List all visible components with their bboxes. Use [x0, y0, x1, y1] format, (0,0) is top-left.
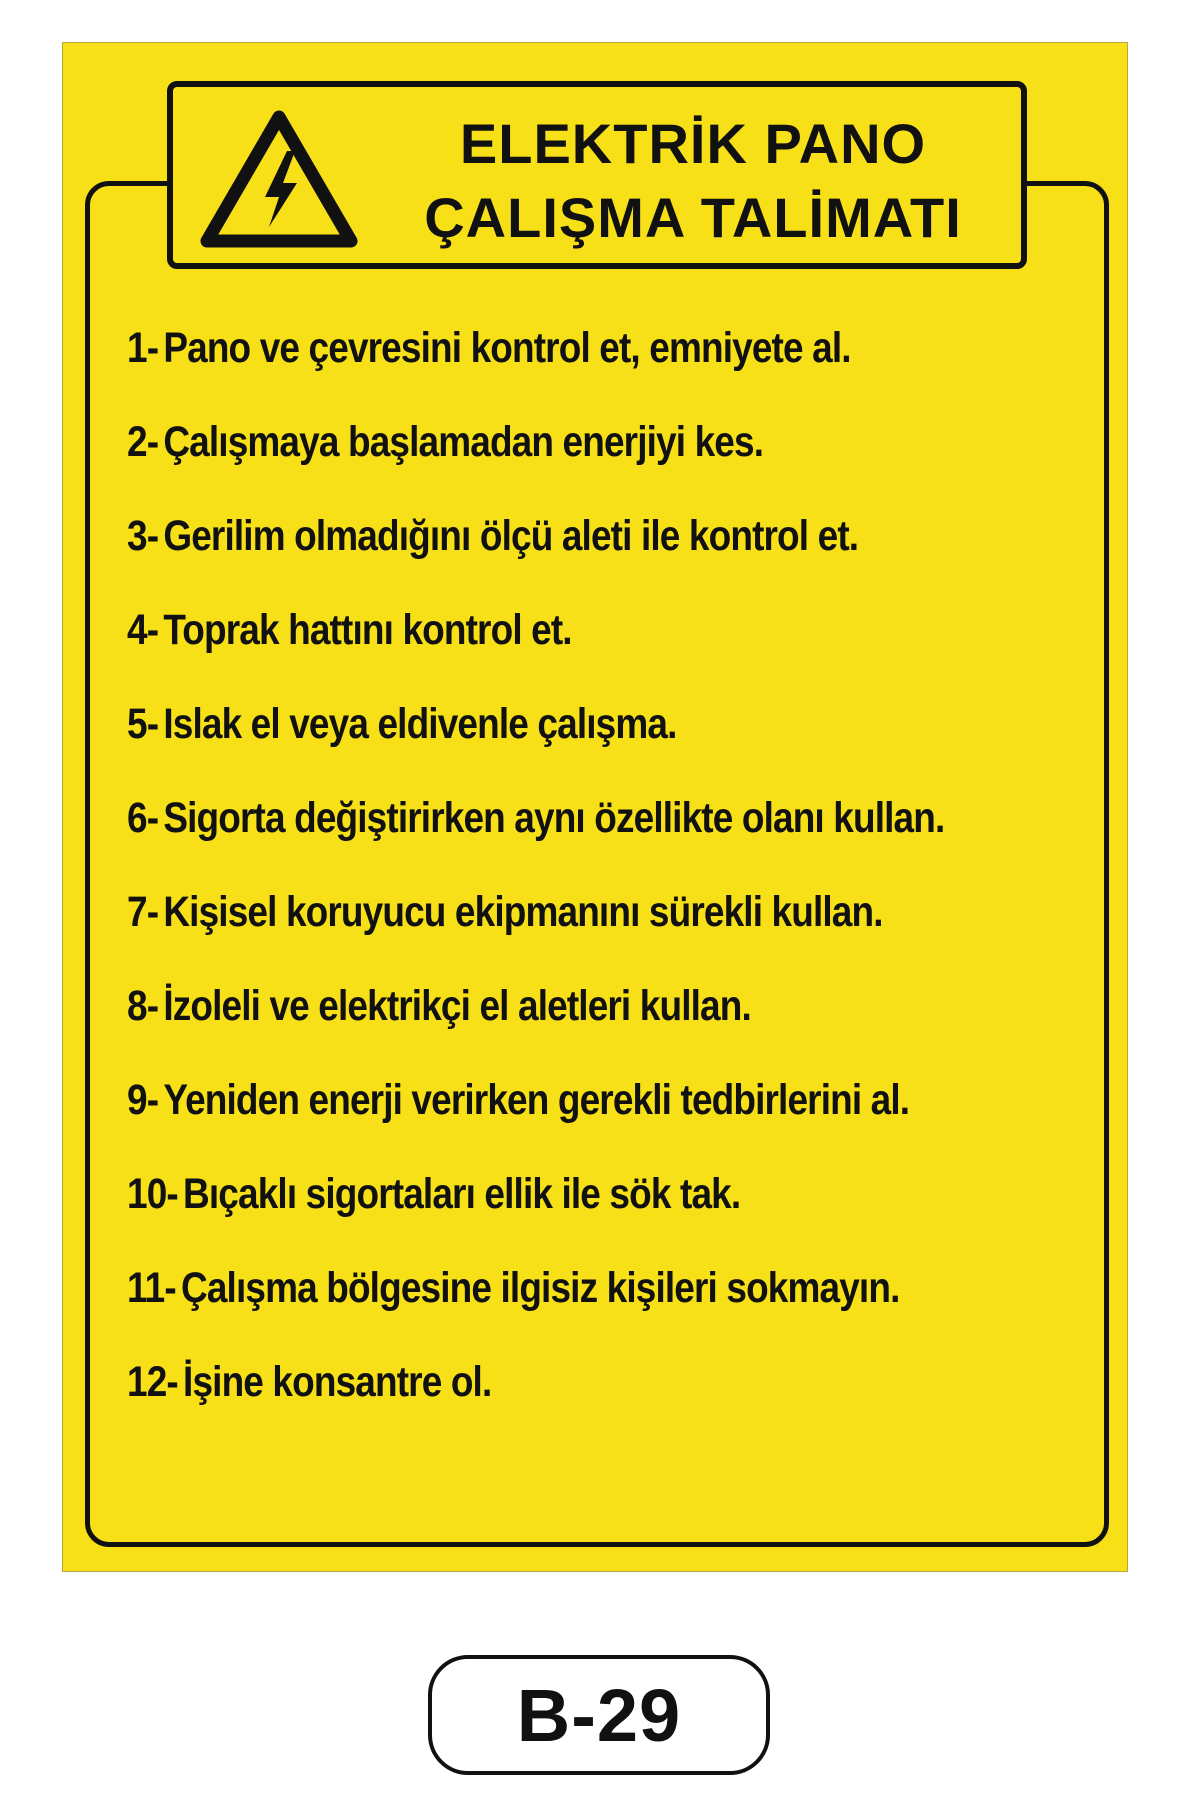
item-number: 7- — [127, 888, 159, 936]
item-number: 3- — [127, 512, 159, 560]
warning-sign — [62, 42, 1128, 1572]
item-text: Kişisel koruyucu ekipmanını sürekli kullan. — [163, 888, 883, 936]
item-number: 2- — [127, 418, 159, 466]
item-number: 10- — [127, 1170, 178, 1218]
list-item — [127, 1147, 1107, 1241]
sign-title — [373, 107, 1013, 255]
list-item — [127, 959, 1107, 1053]
item-number: 1- — [127, 324, 159, 372]
item-text: Yeniden enerji verirken gerekli tedbirlerini al. — [163, 1076, 910, 1124]
item-text: Gerilim olmadığını ölçü aleti ile kontrol et. — [163, 512, 859, 560]
item-number: 9- — [127, 1076, 159, 1124]
instruction-list — [127, 301, 1097, 1429]
item-number: 12- — [127, 1358, 178, 1406]
list-item — [127, 1241, 1107, 1335]
item-text: Islak el veya eldivenle çalışma. — [163, 700, 677, 748]
list-item — [127, 301, 1107, 395]
item-number: 11- — [127, 1264, 176, 1312]
item-text: Bıçaklı sigortaları ellik ile sök tak. — [183, 1170, 741, 1218]
list-item — [127, 677, 1107, 771]
item-text: Çalışma bölgesine ilgisiz kişileri sokmayın. — [180, 1264, 900, 1312]
item-text: İşine konsantre ol. — [183, 1358, 492, 1406]
sign-header — [167, 81, 1027, 269]
item-text: Toprak hattını kontrol et. — [163, 606, 572, 654]
title-line-1: ELEKTRİK PANO — [459, 112, 927, 175]
list-item — [127, 865, 1107, 959]
item-text: İzoleli ve elektrikçi el aletleri kullan. — [163, 982, 751, 1030]
item-number: 4- — [127, 606, 159, 654]
list-item — [127, 489, 1107, 583]
item-text: Sigorta değiştirirken aynı özellikte olanı kullan. — [163, 794, 945, 842]
list-item — [127, 1053, 1107, 1147]
item-text: Pano ve çevresini kontrol et, emniyete al. — [163, 324, 851, 372]
list-item — [127, 583, 1107, 677]
item-text: Çalışmaya başlamadan enerjiyi kes. — [163, 418, 764, 466]
title-line-2: ÇALIŞMA TALİMATI — [424, 186, 962, 249]
list-item — [127, 1335, 1107, 1429]
high-voltage-warning-icon — [199, 109, 359, 249]
item-number: 6- — [127, 794, 159, 842]
item-number: 8- — [127, 982, 159, 1030]
list-item — [127, 395, 1107, 489]
product-code-badge: B-29 — [428, 1655, 770, 1775]
item-number: 5- — [127, 700, 159, 748]
list-item — [127, 771, 978, 865]
